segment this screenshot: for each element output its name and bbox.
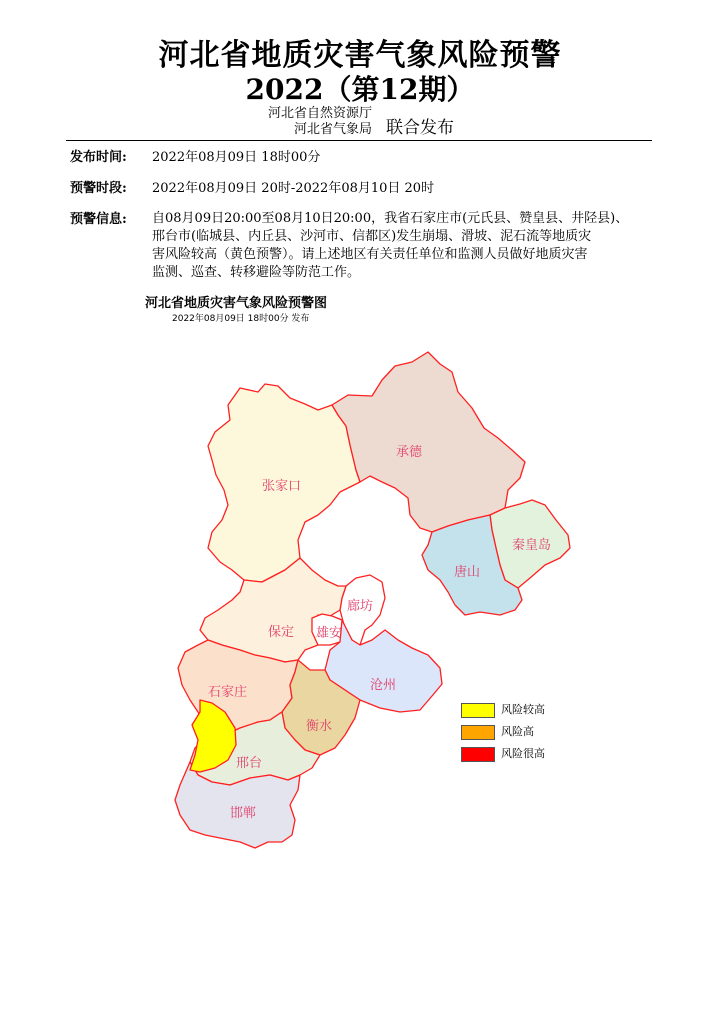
- label-shijiazhuang: 石家庄: [208, 685, 248, 700]
- legend-swatch: [461, 725, 495, 740]
- label-hengshui: 衡水: [306, 719, 333, 734]
- info-line: 监测、巡查、转移避险等防范工作。: [152, 265, 361, 280]
- label-langfang: 廊坊: [347, 599, 374, 614]
- region-chengde: [332, 352, 525, 532]
- label-zhangjiakou: 张家口: [262, 479, 302, 494]
- legend-swatch: [461, 703, 495, 718]
- warning-period-value: 2022年08月09日 20时-2022年08月10日 20时: [152, 181, 435, 196]
- label-handan: 邯郸: [230, 806, 257, 821]
- label-xiongan: 雄安: [316, 626, 343, 641]
- info-line: 邢台市(临城县、内丘县、沙河市、信都区)发生崩塌、滑坡、泥石流等地质灾: [152, 229, 592, 244]
- map-title: 河北省地质灾害气象风险预警图: [145, 296, 328, 311]
- legend-label: 风险很高: [501, 747, 545, 760]
- label-qinhuangdao: 秦皇岛: [512, 538, 552, 553]
- label-tangshan: 唐山: [454, 565, 481, 580]
- label-chengde: 承德: [396, 445, 423, 460]
- label-cangzhou: 沧州: [370, 678, 397, 693]
- label-baoding: 保定: [268, 625, 295, 640]
- info-line: 自08月09日20:00至08月10日20:00，我省石家庄市(元氏县、赞皇县、井陉县)、: [152, 211, 629, 226]
- issuer-meteorological: 河北省气象局: [293, 122, 372, 137]
- warning-period-label: 预警时段:: [70, 181, 127, 196]
- report-title: 河北省地质灾害气象风险预警: [158, 38, 562, 73]
- legend-label: 风险较高: [501, 703, 545, 716]
- map-subtitle: 2022年08月09日 18时00分 发布: [172, 314, 310, 324]
- warning-info-label: 预警信息:: [70, 212, 127, 227]
- label-xingtai: 邢台: [236, 756, 263, 771]
- info-line: 害风险较高（黄色预警）。请上述地区有关责任单位和监测人员做好地质灾害: [152, 247, 588, 262]
- issue-number: 2022（第12期）: [245, 73, 475, 106]
- release-time-value: 2022年08月09日 18时00分: [152, 150, 321, 165]
- release-time-label: 发布时间:: [70, 150, 127, 165]
- legend-swatch: [461, 747, 495, 762]
- issuer-natural-resources: 河北省自然资源厅: [267, 106, 372, 121]
- joint-release: 联合发布: [386, 118, 454, 138]
- legend-label: 风险高: [501, 725, 534, 738]
